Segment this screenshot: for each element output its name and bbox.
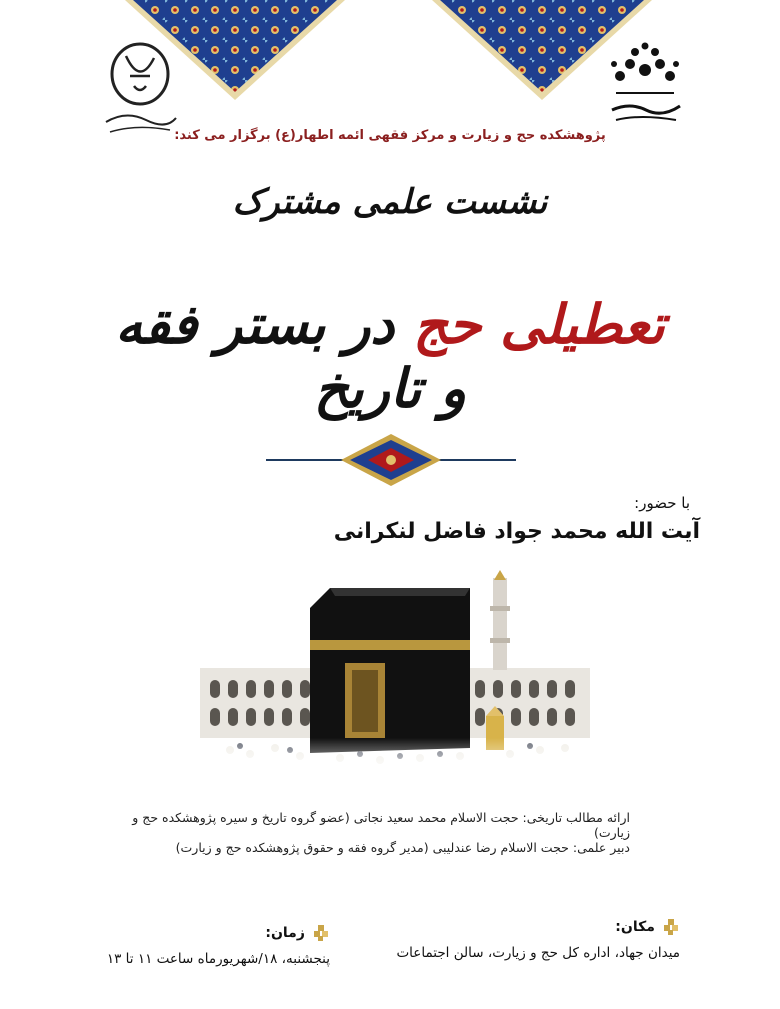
- diamond-ornament-icon: [664, 919, 680, 935]
- secretary-credit: دبیر علمی: حجت الاسلام رضا عندلیبی (مدیر گروه فقه و حقوق پژوهشکده حج و زیارت): [175, 840, 630, 855]
- place-value: میدان جهاد، اداره کل حج و زیارت، سالن اجتماعات: [396, 945, 680, 961]
- presence-label: با حضور:: [634, 494, 690, 512]
- kaaba-image: [190, 568, 600, 783]
- fiqh-center-logo: [96, 36, 180, 136]
- organizer-line: پژوهشکده حج و زیارت و مرکز فقهی ائمه اطهار(ع) برگزار می کند:: [174, 128, 606, 143]
- diamond-ornament-icon: [314, 925, 330, 941]
- place-label: مکان:: [615, 919, 655, 935]
- divider-ornament: [266, 432, 516, 488]
- hajj-research-logo: [600, 40, 690, 130]
- guest-name: آیت الله محمد جواد فاضل لنکرانی: [333, 519, 700, 544]
- place-block: [380, 916, 680, 961]
- time-block: [70, 922, 330, 967]
- time-label: زمان:: [265, 925, 305, 941]
- time-value: پنجشنبه، ۱۸/شهریورماه ساعت ۱۱ تا ۱۳: [106, 951, 330, 967]
- event-title: [110, 292, 670, 420]
- presenter-credit: ارائه مطالب تاریخی: حجت الاسلام محمد سعید نجاتی (عضو گروه تاریخ و سیره پژوهشکده حج و زیارت): [132, 810, 630, 840]
- event-subtitle: نشست علمی مشترک: [232, 182, 548, 222]
- event-title-accent: تعطیلی حج: [413, 292, 665, 356]
- event-title-rest: در بستر فقه و تاریخ: [115, 292, 467, 420]
